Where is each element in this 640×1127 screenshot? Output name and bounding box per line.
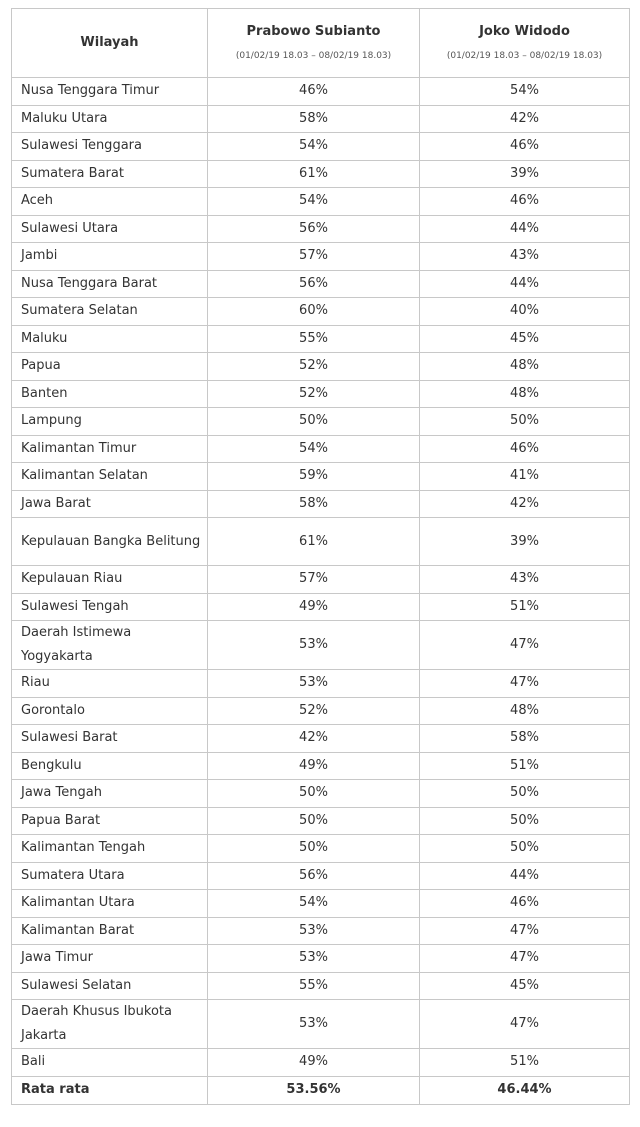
candidate-a-cell: 53%	[208, 621, 420, 670]
candidate-b-cell: 47%	[420, 917, 630, 945]
table-row	[12, 188, 630, 216]
candidate-b-cell: 43%	[420, 566, 630, 594]
table-row	[12, 160, 630, 188]
candidate-a-cell: 42%	[208, 725, 420, 753]
table-row	[12, 697, 630, 725]
candidate-a-cell: 53%	[208, 670, 420, 698]
region-cell: Sumatera Utara	[12, 862, 208, 890]
table-row	[12, 917, 630, 945]
candidate-b-cell: 54%	[420, 78, 630, 106]
candidate-a-cell: 50%	[208, 835, 420, 863]
table-row	[12, 807, 630, 835]
table-row	[12, 325, 630, 353]
candidate-b-cell: 50%	[420, 807, 630, 835]
candidate-b-cell: 51%	[420, 593, 630, 621]
region-cell: Aceh	[12, 188, 208, 216]
region-cell: Nusa Tenggara Barat	[12, 270, 208, 298]
region-cell: Maluku Utara	[12, 105, 208, 133]
candidate-b-cell: 47%	[420, 945, 630, 973]
table-row	[12, 621, 630, 670]
region-cell: Kalimantan Timur	[12, 435, 208, 463]
header-candidate-a-name: Prabowo Subianto	[246, 24, 381, 39]
candidate-b-cell: 48%	[420, 380, 630, 408]
candidate-b-cell: 40%	[420, 298, 630, 326]
candidate-b-cell: 47%	[420, 1000, 630, 1049]
candidate-a-cell: 52%	[208, 697, 420, 725]
candidate-a-cell: 53%	[208, 1000, 420, 1049]
table-row	[12, 463, 630, 491]
region-cell: Kepulauan Riau	[12, 566, 208, 594]
table-row	[12, 435, 630, 463]
region-cell: Maluku	[12, 325, 208, 353]
candidate-b-cell: 58%	[420, 725, 630, 753]
average-candidate-b: 46.44%	[420, 1076, 630, 1104]
candidate-b-cell: 46%	[420, 188, 630, 216]
region-cell: Papua	[12, 353, 208, 381]
region-cell: Sulawesi Tengah	[12, 593, 208, 621]
candidate-a-cell: 53%	[208, 917, 420, 945]
candidate-a-cell: 53%	[208, 945, 420, 973]
candidate-a-cell: 54%	[208, 133, 420, 161]
candidate-b-cell: 47%	[420, 670, 630, 698]
region-cell: Kalimantan Utara	[12, 890, 208, 918]
candidate-a-cell: 55%	[208, 325, 420, 353]
candidate-b-cell: 48%	[420, 353, 630, 381]
candidate-a-cell: 58%	[208, 490, 420, 518]
candidate-b-cell: 39%	[420, 160, 630, 188]
candidate-b-cell: 46%	[420, 133, 630, 161]
candidate-b-cell: 45%	[420, 972, 630, 1000]
region-cell: Nusa Tenggara Timur	[12, 78, 208, 106]
region-cell: Sulawesi Utara	[12, 215, 208, 243]
table-row	[12, 725, 630, 753]
candidate-a-cell: 54%	[208, 890, 420, 918]
candidate-a-cell: 55%	[208, 972, 420, 1000]
header-candidate-a-range: (01/02/19 18.03 – 08/02/19 18.03)	[235, 51, 392, 61]
header-region-label: Wilayah	[80, 35, 139, 50]
region-cell: Banten	[12, 380, 208, 408]
results-table-container	[11, 8, 629, 1105]
candidate-b-cell: 39%	[420, 518, 630, 566]
candidate-a-cell: 58%	[208, 105, 420, 133]
table-row	[12, 243, 630, 271]
candidate-a-cell: 49%	[208, 752, 420, 780]
average-candidate-a: 53.56%	[208, 1076, 420, 1104]
candidate-a-cell: 56%	[208, 215, 420, 243]
candidate-a-cell: 46%	[208, 78, 420, 106]
candidate-b-cell: 47%	[420, 621, 630, 670]
candidate-b-cell: 50%	[420, 835, 630, 863]
candidate-a-cell: 56%	[208, 270, 420, 298]
table-row	[12, 670, 630, 698]
average-row	[12, 1076, 630, 1104]
table-row	[12, 380, 630, 408]
candidate-b-cell: 51%	[420, 752, 630, 780]
table-body	[12, 78, 630, 1077]
candidate-a-cell: 61%	[208, 160, 420, 188]
table-row	[12, 490, 630, 518]
candidate-b-cell: 42%	[420, 490, 630, 518]
results-table	[11, 8, 630, 1105]
candidate-a-cell: 49%	[208, 593, 420, 621]
region-cell: Jawa Timur	[12, 945, 208, 973]
table-row	[12, 270, 630, 298]
region-cell: Sumatera Barat	[12, 160, 208, 188]
candidate-b-cell: 46%	[420, 435, 630, 463]
header-candidate-b	[420, 9, 630, 78]
region-cell: Kalimantan Barat	[12, 917, 208, 945]
table-header	[12, 9, 630, 78]
table-row	[12, 945, 630, 973]
candidate-a-cell: 61%	[208, 518, 420, 566]
table-row	[12, 78, 630, 106]
candidate-b-cell: 41%	[420, 463, 630, 491]
table-row	[12, 835, 630, 863]
table-row	[12, 1000, 630, 1049]
candidate-a-cell: 57%	[208, 566, 420, 594]
candidate-a-cell: 50%	[208, 780, 420, 808]
region-cell: Sulawesi Barat	[12, 725, 208, 753]
candidate-b-cell: 45%	[420, 325, 630, 353]
table-row	[12, 105, 630, 133]
candidate-a-cell: 57%	[208, 243, 420, 271]
table-row	[12, 518, 630, 566]
region-cell: Jawa Barat	[12, 490, 208, 518]
region-cell: Papua Barat	[12, 807, 208, 835]
region-cell: Sumatera Selatan	[12, 298, 208, 326]
candidate-b-cell: 44%	[420, 270, 630, 298]
candidate-a-cell: 50%	[208, 807, 420, 835]
region-cell: Kalimantan Selatan	[12, 463, 208, 491]
table-row	[12, 408, 630, 436]
region-cell: Kepulauan Bangka Belitung	[12, 518, 208, 566]
table-row	[12, 133, 630, 161]
region-cell: Gorontalo	[12, 697, 208, 725]
candidate-b-cell: 51%	[420, 1049, 630, 1077]
candidate-b-cell: 50%	[420, 780, 630, 808]
region-cell: Daerah Khusus Ibukota Jakarta	[12, 1000, 208, 1049]
table-row	[12, 593, 630, 621]
average-label: Rata rata	[12, 1076, 208, 1104]
region-cell: Sulawesi Selatan	[12, 972, 208, 1000]
table-row	[12, 215, 630, 243]
region-cell: Kalimantan Tengah	[12, 835, 208, 863]
table-row	[12, 862, 630, 890]
table-row	[12, 890, 630, 918]
table-row	[12, 566, 630, 594]
table-row	[12, 353, 630, 381]
candidate-a-cell: 52%	[208, 353, 420, 381]
header-candidate-b-range: (01/02/19 18.03 – 08/02/19 18.03)	[446, 51, 603, 61]
candidate-b-cell: 44%	[420, 215, 630, 243]
candidate-a-cell: 59%	[208, 463, 420, 491]
candidate-b-cell: 46%	[420, 890, 630, 918]
candidate-b-cell: 48%	[420, 697, 630, 725]
region-cell: Daerah Istimewa Yogyakarta	[12, 621, 208, 670]
candidate-a-cell: 50%	[208, 408, 420, 436]
candidate-b-cell: 50%	[420, 408, 630, 436]
region-cell: Jawa Tengah	[12, 780, 208, 808]
region-cell: Bengkulu	[12, 752, 208, 780]
header-candidate-a	[208, 9, 420, 78]
header-candidate-b-name: Joko Widodo	[479, 24, 570, 39]
candidate-a-cell: 60%	[208, 298, 420, 326]
candidate-b-cell: 42%	[420, 105, 630, 133]
table-row	[12, 298, 630, 326]
table-row	[12, 780, 630, 808]
region-cell: Jambi	[12, 243, 208, 271]
table-row	[12, 1049, 630, 1077]
candidate-a-cell: 54%	[208, 188, 420, 216]
region-cell: Sulawesi Tenggara	[12, 133, 208, 161]
candidate-a-cell: 49%	[208, 1049, 420, 1077]
table-row	[12, 972, 630, 1000]
candidate-b-cell: 44%	[420, 862, 630, 890]
region-cell: Lampung	[12, 408, 208, 436]
table-row	[12, 752, 630, 780]
header-region	[12, 9, 208, 78]
candidate-b-cell: 43%	[420, 243, 630, 271]
candidate-a-cell: 54%	[208, 435, 420, 463]
region-cell: Bali	[12, 1049, 208, 1077]
candidate-a-cell: 52%	[208, 380, 420, 408]
candidate-a-cell: 56%	[208, 862, 420, 890]
table-footer	[12, 1076, 630, 1104]
region-cell: Riau	[12, 670, 208, 698]
header-row	[12, 9, 630, 78]
